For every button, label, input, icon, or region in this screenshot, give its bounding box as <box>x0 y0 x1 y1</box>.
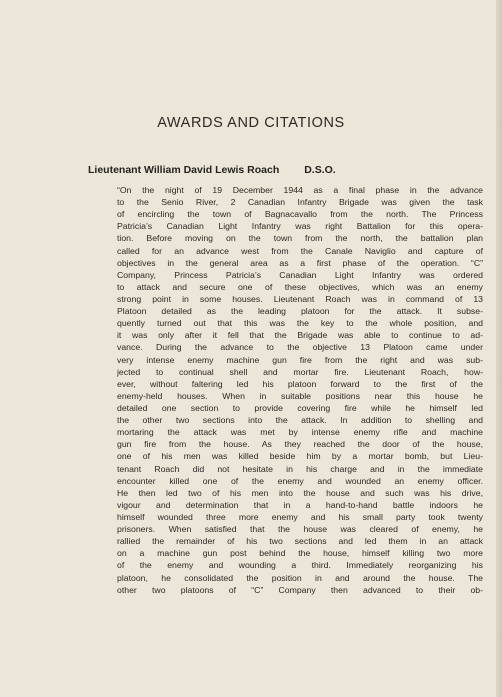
citation-line: tion. Before moving on the town from the north, the battalion plan <box>117 233 483 244</box>
citation-line: the other two sections into the attack. In addition to shelling and <box>117 415 483 426</box>
citation-line: gun fire from the house. As they reached the door of the house, <box>117 439 483 450</box>
citation-line: encounter killed one of the enemy and wounded an enemy officer. <box>117 475 483 486</box>
citation-heading <box>88 164 468 176</box>
citation-line: himself wounded three more enemy and his small party took twenty <box>117 511 483 522</box>
citation-line: to the Senio River, 2 Canadian Infantry Brigade was given the task <box>117 197 483 208</box>
citation-line: vance. During the advance to the objective 13 Platoon came under <box>117 342 483 353</box>
citation-line: detailed one section to provide covering fire while he himself led <box>117 402 483 413</box>
citation-body <box>117 184 483 596</box>
citation-line: ever, without faltering led his platoon forward to the first of the <box>117 378 483 389</box>
citation-line: to attack and secure one of these objectives, which was an enemy <box>117 281 483 292</box>
citation-line: tenant Roach did not hesitate in his charge and in the immediate <box>117 463 483 474</box>
citation-line: Patricia’s Canadian Light Infantry was right Battalion for this opera- <box>117 221 483 232</box>
citation-line: strong point in some houses. Lieutenant Roach was in command of 13 <box>117 293 483 304</box>
citation-line: vigour and determination that in a hand-to-hand battle indoors he <box>117 499 483 510</box>
citation-line: on a machine gun post behind the house, himself killing two more <box>117 548 483 559</box>
page-fold-shadow <box>496 0 502 697</box>
citation-line: one of his men was killed beside him by a mortar bomb, but Lieu- <box>117 451 483 462</box>
citation-line: objectives in the general area as a first phase of the operation. “C” <box>117 257 483 268</box>
citation-line: prisoners. When satisfied that the house was cleared of enemy, he <box>117 524 483 535</box>
recipient-name: Lieutenant William David Lewis Roach <box>88 164 280 176</box>
citation-line: jected to continual shell and mortar fire. Lieutenant Roach, how- <box>117 366 483 377</box>
page-title: AWARDS AND CITATIONS <box>157 115 345 131</box>
citation-line: rallied the remainder of his two sections and led them in an attack <box>117 536 483 547</box>
citation-line: enemy-held houses. When in suitable positions near this house he <box>117 390 483 401</box>
citation-line: called for an advance west from the Canale Naviglio and capture of <box>117 245 483 256</box>
citation-line: platoon, he consolidated the position in and around the house. The <box>117 572 483 583</box>
citation-line: Platoon detailed as the leading platoon for the attack. It subse- <box>117 306 483 317</box>
citation-line: it was only after it fell that the Brigade was able to continue to ad- <box>117 330 483 341</box>
citation-line: Company, Princess Patricia’s Canadian Light Infantry was ordered <box>117 269 483 280</box>
citation-line: other two platoons of “C” Company then advanced to their ob- <box>117 584 483 595</box>
citation-line: quently turned out that this was the key to the whole position, and <box>117 318 483 329</box>
citation-line: “On the night of 19 December 1944 as a final phase in the advance <box>117 185 483 195</box>
citation-line: mortaring the attack was met by intense enemy rifle and machine <box>117 427 483 438</box>
award-designation: D.S.O. <box>304 164 336 176</box>
citation-line: He then led two of his men into the house and such was his drive, <box>117 487 483 498</box>
citation-line: of the enemy and wounding a third. Immediately reorganizing his <box>117 560 483 571</box>
citation-line: of encircling the town of Bagnacavallo from the north. The Princess <box>117 209 483 220</box>
citation-line: very intense enemy machine gun fire from the right and was sub- <box>117 354 483 365</box>
